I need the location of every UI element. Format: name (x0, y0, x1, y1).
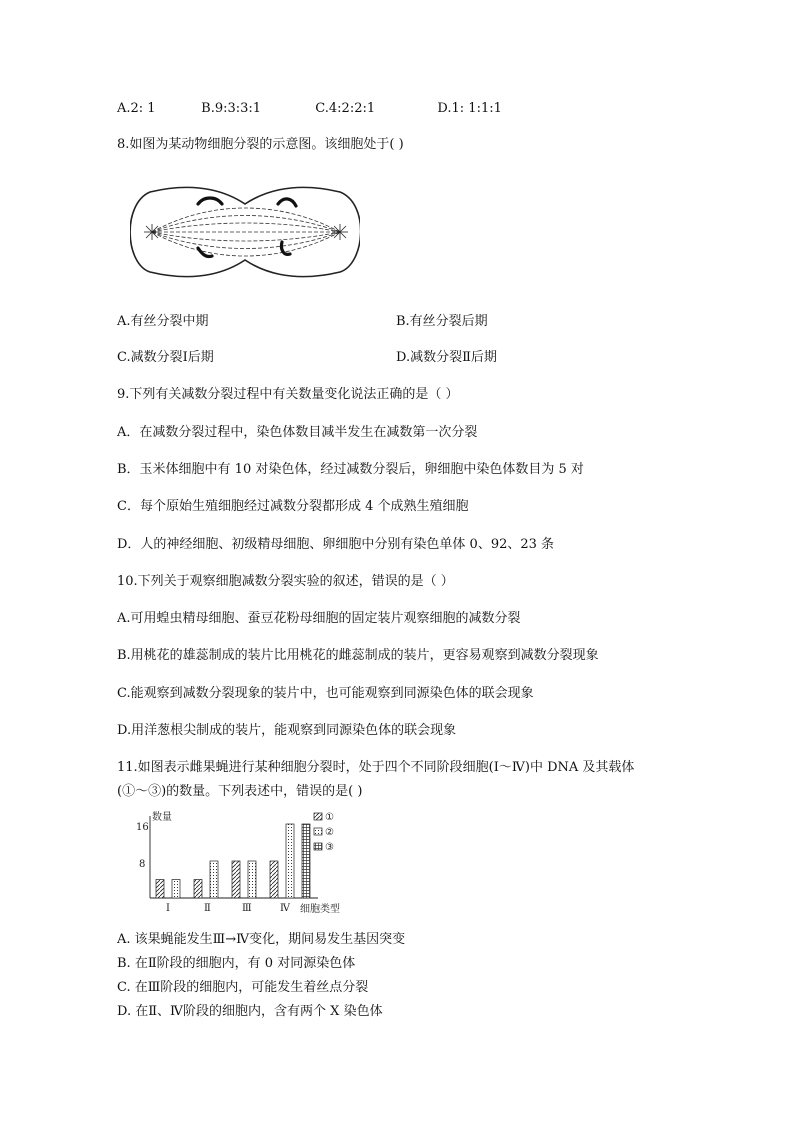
q10-option-c: C.能观察到减数分裂现象的装片中，也可能观察到同源染色体的联会现象 (117, 686, 534, 701)
bar-4-series-3 (302, 824, 310, 898)
x-tick-group (166, 903, 291, 914)
q9-option-b: B．玉米体细胞中有 10 对染色体，经过减数分裂后，卵细胞中染色体数目为 5 对 (117, 462, 584, 477)
x-tick-label-2: Ⅱ (204, 903, 211, 914)
q11-option-d: D. 在Ⅱ、Ⅳ阶段的细胞内，含有两个 X 染色体 (117, 1004, 383, 1019)
q8-option-c: C.减数分裂Ⅰ后期 (117, 350, 214, 365)
q7-option-c: C.4:2:2:1 (315, 101, 376, 116)
bar-chart (128, 808, 360, 918)
x-tick-label-4: Ⅳ (280, 903, 290, 914)
q9-option-d: D．人的神经细胞、初级精母细胞、卵细胞中分别有染色单体 0、92、23 条 (117, 537, 555, 552)
q10-option-d: D.用洋葱根尖制成的装片，能观察到同源染色体的联会现象 (117, 723, 457, 738)
chart-ylabel: 数量 (152, 812, 172, 823)
bar-2-series-2 (210, 861, 218, 898)
bar-3-series-1 (232, 861, 240, 898)
q11-option-a: A. 该果蝇能发生Ⅲ→Ⅳ变化，期间易发生基因突变 (117, 932, 406, 947)
q11-stem-line2: (①～③)的数量。下列表述中，错误的是( ) (117, 784, 363, 799)
cell-division-figure (130, 182, 360, 282)
legend-label-2: ② (325, 827, 334, 838)
y-tick-8: 8 (139, 859, 146, 870)
q10-stem: 10.下列关于观察细胞减数分裂实验的叙述，错误的是（ ） (117, 574, 454, 589)
bar-4-series-1 (270, 861, 278, 898)
q9-stem: 9.下列有关减数分裂过程中有关数量变化说法正确的是（ ） (117, 387, 459, 402)
legend-swatch-3 (314, 843, 322, 850)
q11-option-c: C. 在Ⅲ阶段的细胞内，可能发生着丝点分裂 (117, 980, 369, 995)
q8-option-b: B.有丝分裂后期 (396, 314, 488, 329)
legend-swatch-1 (314, 813, 322, 820)
legend-label-1: ① (325, 812, 334, 823)
q9-option-a: A．在减数分裂过程中，染色体数目减半发生在减数第一次分裂 (117, 425, 478, 440)
bar-4-series-2 (286, 824, 294, 898)
q7-option-d: D.1: 1:1:1 (437, 101, 502, 116)
chart-xlabel: 细胞类型 (300, 904, 340, 915)
bar-3-series-2 (248, 861, 256, 898)
q10-option-b: B.用桃花的雄蕊制成的装片比用桃花的雌蕊制成的装片，更容易观察到减数分裂现象 (117, 648, 599, 663)
bar-1-series-2 (172, 880, 180, 899)
q7-option-a: A.2: 1 (117, 101, 156, 116)
legend-swatch-2 (314, 828, 322, 835)
q7-options (117, 100, 502, 118)
q10-option-a: A.可用蝗虫精母细胞、蚕豆花粉母细胞的固定装片观察细胞的减数分裂 (117, 611, 521, 626)
bar-2-series-1 (194, 880, 202, 899)
q7-option-b: B.9:3:3:1 (201, 101, 262, 116)
bar-group (156, 824, 310, 898)
q9-option-c: C．每个原始生殖细胞经过减数分裂都形成 4 个成熟生殖细胞 (117, 499, 469, 514)
y-tick-16: 16 (136, 822, 149, 833)
q8-option-d: D.减数分裂Ⅱ后期 (396, 350, 497, 365)
x-tick-label-3: Ⅲ (242, 903, 252, 914)
bar-1-series-1 (156, 880, 164, 899)
x-tick-label-1: Ⅰ (166, 903, 170, 914)
q8-option-a: A.有丝分裂中期 (117, 314, 209, 329)
q11-option-b: B. 在Ⅱ阶段的细胞内，有 0 对同源染色体 (117, 956, 356, 971)
q8-stem: 8.如图为某动物细胞分裂的示意图。该细胞处于( ) (117, 137, 404, 152)
q11-stem-line1: 11.如图表示雌果蝇进行某种细胞分裂时，处于四个不同阶段细胞(Ⅰ～Ⅳ)中 DNA 及其载体 (117, 760, 635, 775)
legend-label-3: ③ (325, 842, 334, 853)
legend (314, 812, 334, 853)
